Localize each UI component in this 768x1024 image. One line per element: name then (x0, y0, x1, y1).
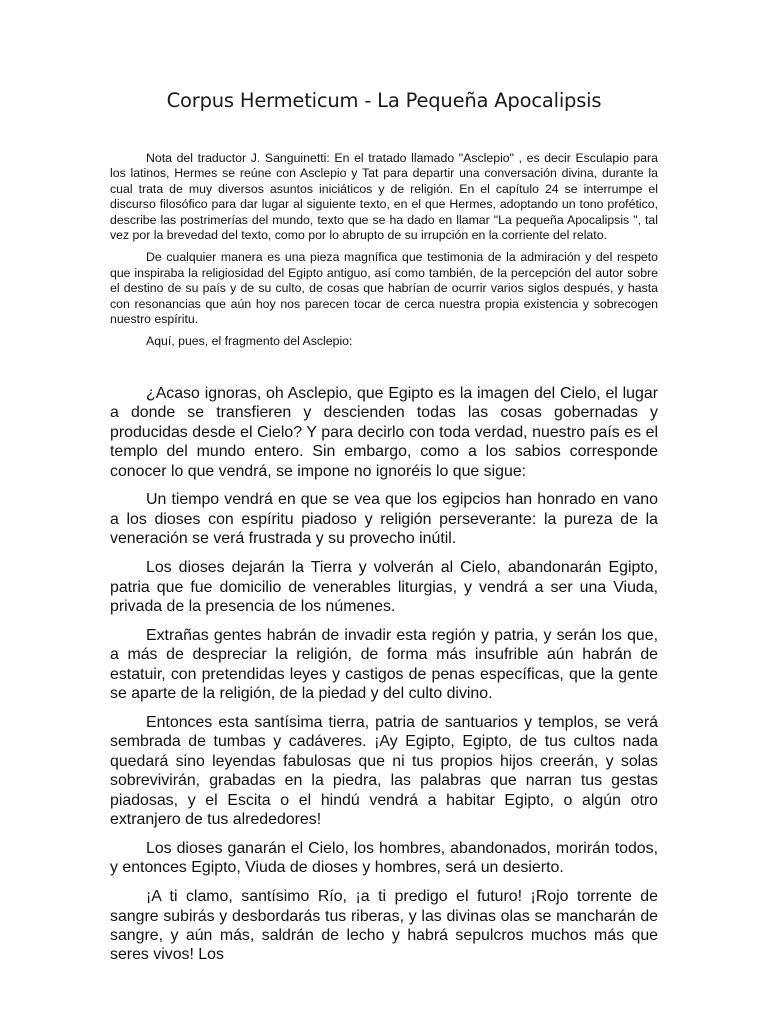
body-paragraph: Un tiempo vendrá en que se vea que los egipcios han honrado en vano a los dioses con espíritu piadoso y religión perseverante: la pureza de la veneración se verá frustrada y su provecho inútil. (110, 491, 658, 548)
document-title: Corpus Hermeticum - La Pequeña Apocalipsis (166, 89, 602, 112)
body-paragraph: ¿Acaso ignoras, oh Asclepio, que Egipto es la imagen del Cielo, el lugar a donde se transfieren y descienden todas las cosas gobernadas y producidas desde el Cielo? Y para decirlo con toda verdad, nuestro país es el templo del mundo entero. Sin embargo, como a los sabios corresponde conocer lo que vendrá, se impone no ignoréis lo que sigue: (110, 384, 658, 480)
body-paragraph: Extrañas gentes habrán de invadir esta región y patria, y serán los que, a más de despreciar la religión, de forma más insufrible aún habrán de estatuir, con pretendidas leyes y castigos de penas específicas, que la gente se aparte de la religión, de la piedad y del culto divino. (110, 626, 658, 703)
document-page (110, 0, 658, 974)
main-text (110, 384, 658, 965)
body-paragraph: ¡A ti clamo, santísimo Río, ¡a ti predigo el futuro! ¡Rojo torrente de sangre subirás y desbordarás tus riberas, y las divinas olas se mancharán de sangre, y aún más, saldrán de lecho y habrá sepulcros muchos más que seres vivos! Los (110, 888, 658, 964)
note-paragraph: Nota del traductor J. Sanguinetti: En el tratado llamado "Asclepio" , es decir Esculapio para los latinos, Hermes se reúne con Asclepio y Tat para departir una conversación divina, durante la cual trata de muy diversos asuntos iniciáticos y de religión. En el capítulo 24 se interrumpe el discurso filosófico para dar lugar al siguiente texto, en el que Hermes, adoptando un tono profético, describe las postrimerías del mundo, texto que se ha dado en llamar "La pequeña Apocalipsis ", tal vez por la brevedad del texto, como por lo abrupto de su irrupción en la corriente del relato. (110, 151, 658, 243)
body-paragraph: Entonces esta santísima tierra, patria de santuarios y templos, se verá sembrada de tumbas y cadáveres. ¡Ay Egipto, Egipto, de tus cultos nada quedará sino leyendas fabulosas que ni tus propios hijos creerán, y solas sobrevivirán, grabadas en la piedra, las palabras que narran tus gestas piadosas, y el Escita o el hindú vendrá a habitar Egipto, o algún otro extranjero de tus alrededores! (110, 713, 658, 828)
note-paragraph: De cualquier manera es una pieza magnífica que testimonia de la admiración y del respeto que inspiraba la religiosidad del Egipto antiguo, así como también, de la percepción del autor sobre el destino de su país y de su culto, de cosas que habrían de ocurrir varios siglos después, y hasta con resonancias que aún hoy nos parecen tocar de cerca nuestra propia existencia y sobrecogen nuestro espíritu. (110, 250, 658, 327)
note-paragraph: Aquí, pues, el fragmento del Asclepio: (146, 334, 353, 349)
translator-note (110, 151, 658, 350)
body-paragraph: Los dioses dejarán la Tierra y volverán al Cielo, abandonarán Egipto, patria que fue domicilio de venerables liturgias, y vendrá a ser una Viuda, privada de la presencia de los númenes. (110, 559, 658, 615)
body-paragraph: Los dioses ganarán el Cielo, los hombres, abandonados, morirán todos, y entonces Egipto, Viuda de dioses y hombres, será un desierto. (110, 839, 658, 877)
